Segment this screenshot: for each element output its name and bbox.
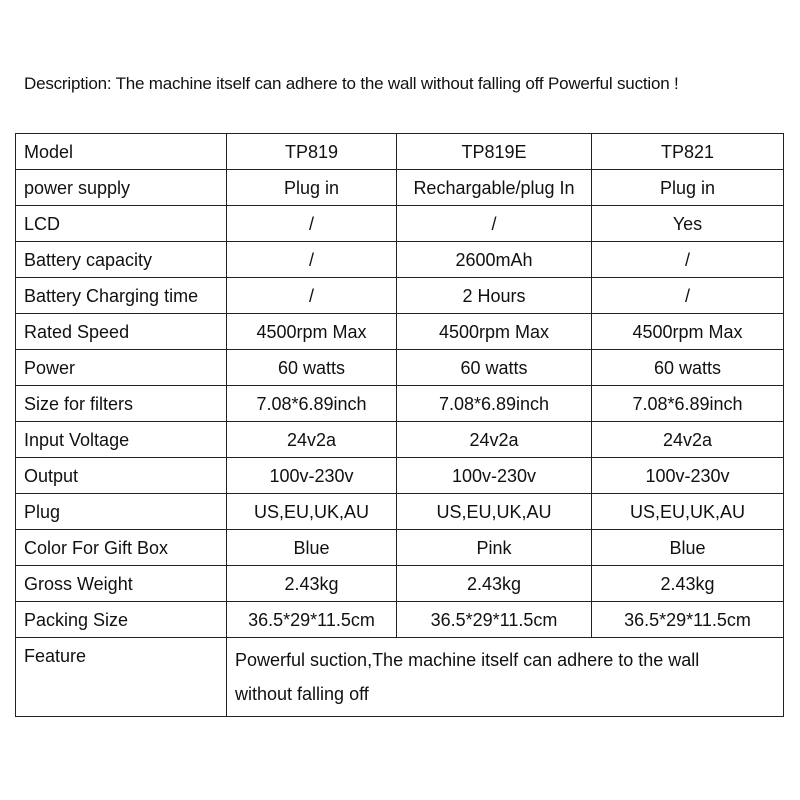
row-value-cell: 4500rpm Max xyxy=(397,314,592,350)
row-value-cell: 24v2a xyxy=(397,422,592,458)
row-value-cell: 36.5*29*11.5cm xyxy=(592,602,784,638)
row-value-cell: / xyxy=(397,206,592,242)
table-row xyxy=(16,422,784,458)
table-header-row xyxy=(16,134,784,170)
row-label-cell: power supply xyxy=(16,170,227,206)
row-label-cell: Battery Charging time xyxy=(16,278,227,314)
row-label-cell: Battery capacity xyxy=(16,242,227,278)
row-value-cell: US,EU,UK,AU xyxy=(592,494,784,530)
row-value-cell: 2600mAh xyxy=(397,242,592,278)
table-row xyxy=(16,530,784,566)
row-value-cell: 60 watts xyxy=(227,350,397,386)
row-label-cell: Size for filters xyxy=(16,386,227,422)
row-label-cell: Output xyxy=(16,458,227,494)
feature-text-cell: Powerful suction,The machine itself can adhere to the wall without falling off xyxy=(227,638,784,717)
row-label-cell: Color For Gift Box xyxy=(16,530,227,566)
row-value-cell: 4500rpm Max xyxy=(592,314,784,350)
header-label-cell: Model xyxy=(16,134,227,170)
row-value-cell: 60 watts xyxy=(592,350,784,386)
row-value-cell: Plug in xyxy=(227,170,397,206)
header-model-cell: TP821 xyxy=(592,134,784,170)
row-value-cell: 2 Hours xyxy=(397,278,592,314)
row-value-cell: / xyxy=(592,242,784,278)
table-row xyxy=(16,602,784,638)
row-label-cell: Rated Speed xyxy=(16,314,227,350)
row-value-cell: Rechargable/plug In xyxy=(397,170,592,206)
row-value-cell: / xyxy=(592,278,784,314)
row-value-cell: Blue xyxy=(227,530,397,566)
row-value-cell: US,EU,UK,AU xyxy=(397,494,592,530)
row-value-cell: Pink xyxy=(397,530,592,566)
row-label-cell: Packing Size xyxy=(16,602,227,638)
row-value-cell: 7.08*6.89inch xyxy=(397,386,592,422)
row-label-cell: LCD xyxy=(16,206,227,242)
row-label-cell: Power xyxy=(16,350,227,386)
row-value-cell: 2.43kg xyxy=(227,566,397,602)
row-value-cell: 7.08*6.89inch xyxy=(227,386,397,422)
feature-row xyxy=(16,638,784,717)
row-value-cell: 36.5*29*11.5cm xyxy=(227,602,397,638)
row-value-cell: 60 watts xyxy=(397,350,592,386)
table-row xyxy=(16,566,784,602)
row-value-cell: 24v2a xyxy=(592,422,784,458)
row-value-cell: 7.08*6.89inch xyxy=(592,386,784,422)
row-value-cell: 100v-230v xyxy=(592,458,784,494)
row-value-cell: 2.43kg xyxy=(592,566,784,602)
table-row xyxy=(16,494,784,530)
row-value-cell: / xyxy=(227,278,397,314)
table-row xyxy=(16,242,784,278)
header-model-cell: TP819 xyxy=(227,134,397,170)
table-row xyxy=(16,314,784,350)
row-value-cell: / xyxy=(227,242,397,278)
row-value-cell: Blue xyxy=(592,530,784,566)
feature-label-cell: Feature xyxy=(16,638,227,717)
row-value-cell: / xyxy=(227,206,397,242)
row-value-cell: US,EU,UK,AU xyxy=(227,494,397,530)
description-text: Description: The machine itself can adhere to the wall without falling off Powerful suction ! xyxy=(24,74,679,93)
row-value-cell: 2.43kg xyxy=(397,566,592,602)
table-row xyxy=(16,350,784,386)
table-row xyxy=(16,458,784,494)
table-row xyxy=(16,278,784,314)
row-value-cell: 100v-230v xyxy=(227,458,397,494)
row-value-cell: Plug in xyxy=(592,170,784,206)
spec-table xyxy=(15,133,784,717)
row-label-cell: Plug xyxy=(16,494,227,530)
row-value-cell: 36.5*29*11.5cm xyxy=(397,602,592,638)
table-row xyxy=(16,170,784,206)
row-label-cell: Input Voltage xyxy=(16,422,227,458)
row-value-cell: 100v-230v xyxy=(397,458,592,494)
header-model-cell: TP819E xyxy=(397,134,592,170)
row-value-cell: Yes xyxy=(592,206,784,242)
table-row xyxy=(16,386,784,422)
table-row xyxy=(16,206,784,242)
row-value-cell: 4500rpm Max xyxy=(227,314,397,350)
row-value-cell: 24v2a xyxy=(227,422,397,458)
row-label-cell: Gross Weight xyxy=(16,566,227,602)
